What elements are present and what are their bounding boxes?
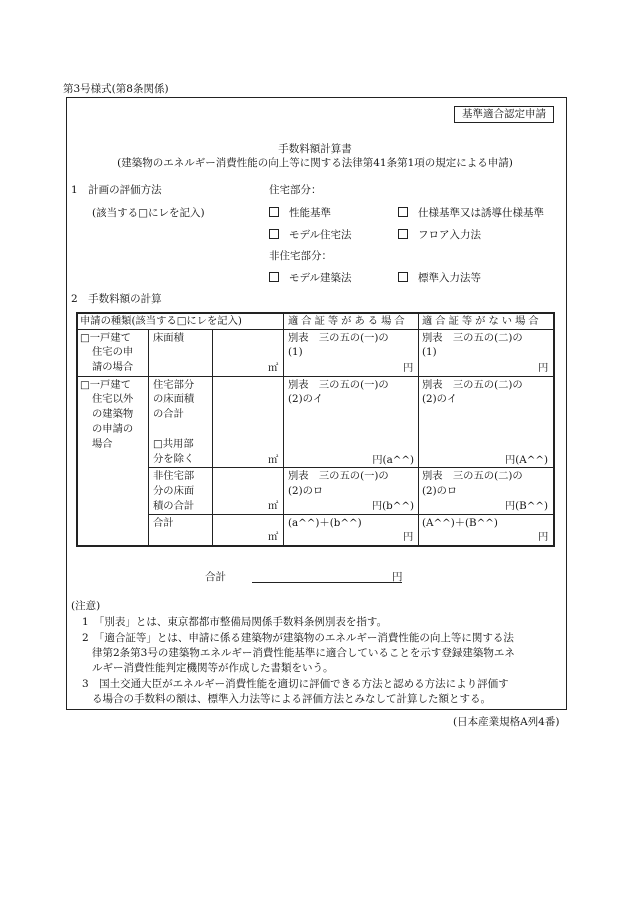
row1-without-yen: 円 [538,362,549,374]
page-title: 手数料額計算書 [278,143,352,155]
row2-type-line1: □一戸建て [80,379,131,391]
total-label: 合計 [153,517,174,529]
section1-heading: 1 計画の評価方法 [71,184,162,196]
sub2-without-yen: 円(B^^) [504,500,548,512]
note-3: 3 国土交通大臣がエネルギー消費性能を適切に評価できる方法と認める方法により評価す [82,678,509,690]
row1-type-line1: □一戸建て [80,332,131,344]
grand-total-yen: 円 [392,571,403,583]
note-2-cont2: ルギー消費性能判定機関等が作成した書類をいう。 [92,662,334,674]
sub1-label-line1: 住宅部分 [153,379,195,391]
row1-type-line2: 住宅の申 [92,346,134,358]
sub2-label-line2: 分の床面 [153,485,195,497]
sub1-without-yen: 円(A^^) [504,454,548,466]
notes-heading: (注意) [71,600,101,612]
sub1-label-line3: の合計 [153,408,184,420]
sub2-label-line3: 積の合計 [153,500,195,512]
row2-type-line4: の申請の [92,423,134,435]
grand-total-label: 合計 [205,571,226,583]
checkbox-spec[interactable] [398,207,408,217]
total-unit: ㎡ [268,531,279,543]
sub1-without-line2: (2)のイ [422,393,458,405]
checkbox-standard-input[interactable] [398,272,408,282]
sub2-with-line2: (2)のロ [288,485,324,497]
row1-with-cert-line1: 別表 三の五の(一)の [288,332,389,344]
row1-unit: ㎡ [268,362,279,374]
total-with-yen: 円 [403,531,414,543]
note-2: 2 「適合証等」とは、申請に係る建築物が建築物のエネルギー消費性能の向上等に関する法 [82,632,514,644]
doc-type-label: 基準適合認定申請 [454,106,554,123]
residential-label: 住宅部分： [269,184,322,196]
sub2-with-yen: 円(b^^) [371,500,414,512]
sub1-label-line6: 分を除く [153,453,195,465]
checkbox-model-building[interactable] [269,272,279,282]
option-model-house[interactable]: モデル住宅法 [269,229,351,242]
sub1-label-line2: の床面積 [153,393,195,405]
checkbox-performance[interactable] [269,207,279,217]
sub1-with-line1: 別表 三の五の(一)の [288,379,389,391]
row2-type-line2: 住宅以外 [92,393,134,405]
row1-with-cert-line2: (1) [288,346,303,358]
header-type: 申請の種類(該当する□にレを記入) [80,315,242,327]
row1-without-cert-line1: 別表 三の五の(二)の [422,332,523,344]
sub1-with-line2: (2)のイ [288,393,324,405]
sub1-label-line5: □共用部 [153,438,194,450]
row2-type-line3: の建築物 [92,408,134,420]
header-with-cert: 適合証等がある場合 [288,315,408,327]
row1-with-yen: 円 [403,362,414,374]
option-floor-input[interactable]: フロア入力法 [398,229,481,242]
grand-total-input[interactable] [252,582,402,583]
total-with-formula: (a^^)＋(b^^) [288,517,362,529]
option-performance[interactable]: 性能基準 [269,207,331,220]
sub2-label-line1: 非住宅部 [153,470,195,482]
option-spec[interactable]: 仕様基準又は誘導仕様基準 [398,207,544,220]
form-id: 第3号様式(第8条関係) [63,83,169,95]
sub2-with-line1: 別表 三の五の(一)の [288,470,389,482]
note-1: 1 「別表」とは、東京都都市整備局関係手数料条例別表を指す。 [82,616,388,628]
sub1-without-line1: 別表 三の五の(二)の [422,379,523,391]
paper-size-footer: (日本産業規格A列4番) [453,716,560,728]
sub1-unit: ㎡ [268,454,279,466]
sub2-unit: ㎡ [268,500,279,512]
checkbox-floor-input[interactable] [398,229,408,239]
row1-without-cert-line2: (1) [422,346,437,358]
option-standard-input[interactable]: 標準入力法等 [398,272,481,285]
header-without-cert: 適合証等がない場合 [422,315,542,327]
note-3-cont: る場合の手数料の額は、標準入力法等による評価方法とみなして計算した額とする。 [92,693,491,705]
option-model-building[interactable]: モデル建築法 [269,272,351,285]
row1-type-line3: 請の場合 [92,361,134,373]
sub2-without-line2: (2)のロ [422,485,458,497]
total-without-formula: (A^^)＋(B^^) [422,517,498,529]
nonresidential-label: 非住宅部分： [269,250,332,262]
row2-type-line5: 場合 [92,438,113,450]
page-subtitle: (建築物のエネルギー消費性能の向上等に関する法律第41条第1項の規定による申請) [117,157,513,169]
section1-note: (該当する□にレを記入) [92,207,205,219]
sub1-with-yen: 円(a^^) [372,454,414,466]
row1-area-label: 床面積 [153,332,184,344]
sub2-without-line1: 別表 三の五の(二)の [422,470,523,482]
total-without-yen: 円 [538,531,549,543]
checkbox-model-house[interactable] [269,229,279,239]
section2-heading: 2 手数料額の計算 [71,293,162,305]
note-2-cont1: 律第2条第3号の建築物エネルギー消費性能基準に適合していることを示す登録建築物エネ [92,647,515,659]
